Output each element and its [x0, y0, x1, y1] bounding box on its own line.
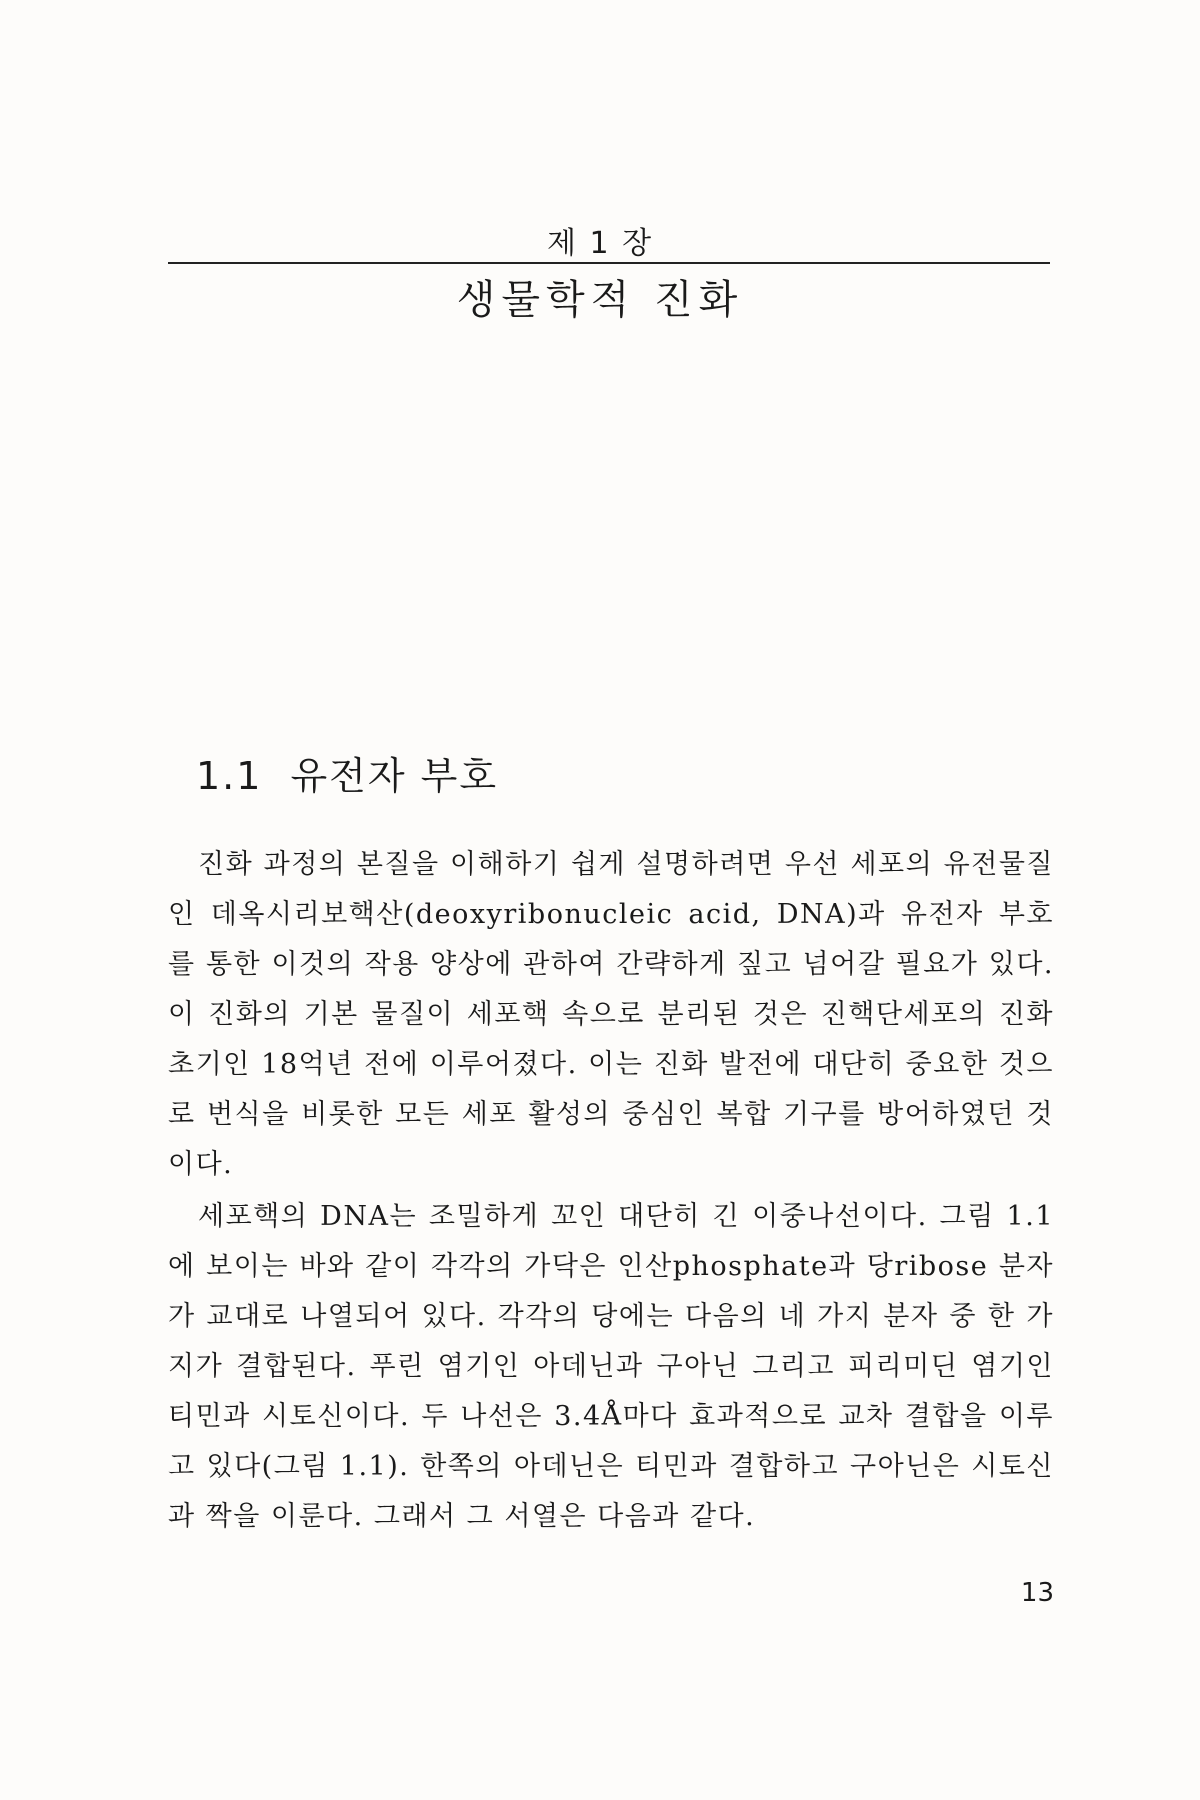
chapter-label: 제 1 장 — [546, 226, 654, 261]
page-number: 13 — [1020, 1578, 1054, 1608]
section-number: 1.1 — [196, 754, 263, 798]
chapter-divider — [168, 262, 1050, 264]
section-title: 유전자 부호 — [290, 754, 499, 798]
body-paragraph-1: 진화 과정의 본질을 이해하기 쉽게 설명하려면 우선 세포의 유전물질인 데옥시리보핵산(deoxyribonucleic acid, DNA)과 유전자 부호를 통한 이것의 작용 양상에 관하여 간략하게 짚고 넘어갈 필요가 있다. 이 진화의 기본 물질이 세포핵 속으로 분리된 것은 진핵단세포의 진화 초기인 18억년 전에 이루어졌다. 이는 진화 발전에 대단히 중요한 것으로 번식을 비롯한 모든 세포 활성의 중심인 복합 기구를 방어하였던 것이다. — [168, 849, 1054, 1180]
chapter-title: 생물학적 진화 — [456, 277, 744, 323]
body-paragraph-2: 세포핵의 DNA는 조밀하게 꼬인 대단히 긴 이중나선이다. 그림 1.1에 보이는 바와 같이 각각의 가닥은 인산phosphate과 당ribose 분자가 교대로 나열되어 있다. 각각의 당에는 다음의 네 가지 분자 중 한 가지가 결합된다. 푸린 염기인 아데닌과 구아닌 그리고 피리미딘 염기인 티민과 시토신이다. 두 나선은 3.4Å마다 효과적으로 교차 결합을 이루고 있다(그림 1.1). 한쪽의 아데닌은 티민과 결합하고 구아닌은 시토신과 짝을 이룬다. 그래서 그 서열은 다음과 같다. — [168, 1201, 1054, 1532]
section-heading — [196, 745, 498, 800]
